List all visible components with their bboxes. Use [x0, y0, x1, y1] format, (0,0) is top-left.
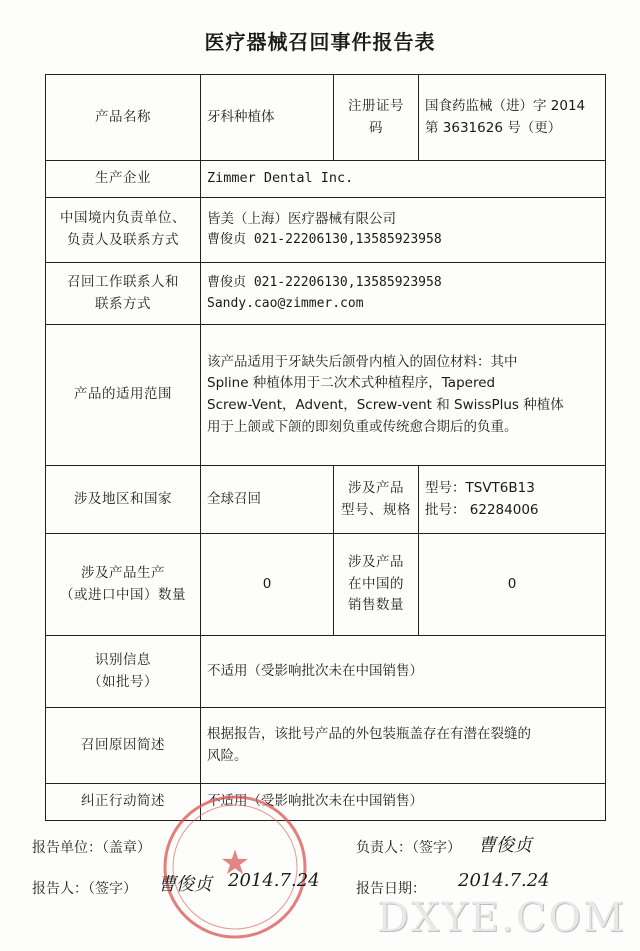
recall-contact-label [46, 263, 201, 325]
row-reason [46, 708, 606, 784]
china-resp-value [201, 198, 606, 263]
scope-line-1: 该产品适用于牙缺失后颌骨内植入的固位材料：其中 [207, 353, 518, 370]
qty-value: 0 [201, 534, 334, 636]
row-recall-contact [46, 263, 606, 325]
recall-contact-label-line1: 召回工作联系人和 [67, 273, 179, 290]
scope-value [201, 325, 606, 466]
sales-label-line1: 涉及产品 [348, 554, 404, 571]
report-date-label: 报告日期： [356, 881, 426, 897]
report-date-value: 2014.7.24 [458, 870, 550, 891]
china-resp-value-line2: 曹俊贞 021-22206130,13585923958 [207, 232, 442, 248]
china-resp-value-line1: 皆美（上海）医疗器械有限公司 [207, 210, 396, 227]
id-label-line1: 识别信息 [95, 651, 151, 668]
row-manufacturer [46, 161, 606, 198]
row-action [46, 784, 606, 821]
china-resp-label-line1: 中国境内负责单位、 [60, 210, 186, 227]
row-identification [46, 636, 606, 708]
scope-line-2: Spline 种植体用于二次术式种植程序，Tapered [207, 375, 496, 392]
model-label-line1: 涉及产品 [348, 479, 404, 496]
manufacturer-value: Zimmer Dental Inc. [201, 161, 606, 198]
scope-line-4: 用于上颌或下颌的即刻负重或传统愈合期后的负重。 [207, 418, 518, 435]
reporter-signature: 曹俊贞 [158, 874, 212, 895]
qty-label [46, 534, 201, 636]
row-quantities [46, 534, 606, 636]
recall-report-table [45, 74, 606, 821]
qty-label-line2: （或进口中国）数量 [60, 586, 186, 603]
sales-label [334, 534, 419, 636]
reg-no-label-line2: 码 [369, 119, 383, 136]
svg-text:★: ★ [219, 843, 251, 883]
model-value-line1: 型号：TSVT6B13 [425, 479, 535, 496]
row-product-name [46, 75, 606, 161]
row-region-model [46, 466, 606, 534]
scope-line-3: Screw-Vent，Advent，Screw-vent 和 SwissPlus 种植体 [207, 397, 564, 413]
manufacturer-label: 生产企业 [46, 161, 201, 198]
action-value: 不适用（受影响批次未在中国销售） [201, 784, 606, 821]
reg-no-value [419, 75, 606, 161]
reporter-label: 报告人：（签字） [32, 881, 137, 897]
sales-value: 0 [419, 534, 606, 636]
scope-label: 产品的适用范围 [46, 325, 201, 466]
product-name-value: 牙科种植体 [201, 75, 334, 161]
reg-no-label [334, 75, 419, 161]
model-label-line2: 型号、规格 [341, 501, 411, 518]
model-value-line2: 批号： 62284006 [425, 501, 539, 518]
region-label: 涉及地区和国家 [46, 466, 201, 534]
action-label: 纠正行动简述 [46, 784, 201, 821]
recall-contact-label-line2: 联系方式 [95, 295, 151, 312]
product-name-label: 产品名称 [46, 75, 201, 161]
reason-value [201, 708, 606, 784]
china-resp-label-line2: 负责人及联系方式 [67, 232, 179, 248]
qty-label-line1: 涉及产品生产 [81, 564, 165, 581]
responsible-signature: 曹俊贞 [478, 835, 532, 856]
china-resp-label [46, 198, 201, 263]
row-china-responsible [46, 198, 606, 263]
row-scope [46, 325, 606, 466]
recall-contact-value-line1: 曹俊贞 021-22206130,13585923958 [207, 274, 442, 290]
model-value [419, 466, 606, 534]
report-unit-label: 报告单位：（盖章） [32, 840, 151, 856]
reason-line-1: 根据报告，该批号产品的外包装瓶盖存在有潜在裂缝的 [207, 725, 531, 742]
reg-no-value-line1: 国食药监械（进）字 2014 [425, 97, 586, 114]
id-label-line2: （如批号） [88, 673, 158, 690]
model-label [334, 466, 419, 534]
form-title: 医疗器械召回事件报告表 [204, 30, 436, 54]
recall-contact-value [201, 263, 606, 325]
site-watermark: DXYE.COM [376, 895, 626, 941]
sales-label-line2: 在中国的 [348, 575, 404, 592]
id-value: 不适用（受影响批次未在中国销售） [201, 636, 606, 708]
reason-label: 召回原因简述 [46, 708, 201, 784]
reg-no-label-line1: 注册证号 [348, 97, 404, 114]
recall-contact-value-line2: Sandy.cao@zimmer.com [207, 295, 364, 311]
region-value: 全球召回 [201, 466, 334, 534]
id-label [46, 636, 201, 708]
reporter-date-handwritten: 2014.7.24 [228, 870, 320, 891]
reason-line-2: 风险。 [207, 747, 248, 764]
reg-no-value-line2: 第 3631626 号（更） [425, 119, 562, 136]
sales-label-line3: 销售数量 [348, 597, 404, 614]
responsible-label: 负责人：（签字） [356, 840, 461, 856]
